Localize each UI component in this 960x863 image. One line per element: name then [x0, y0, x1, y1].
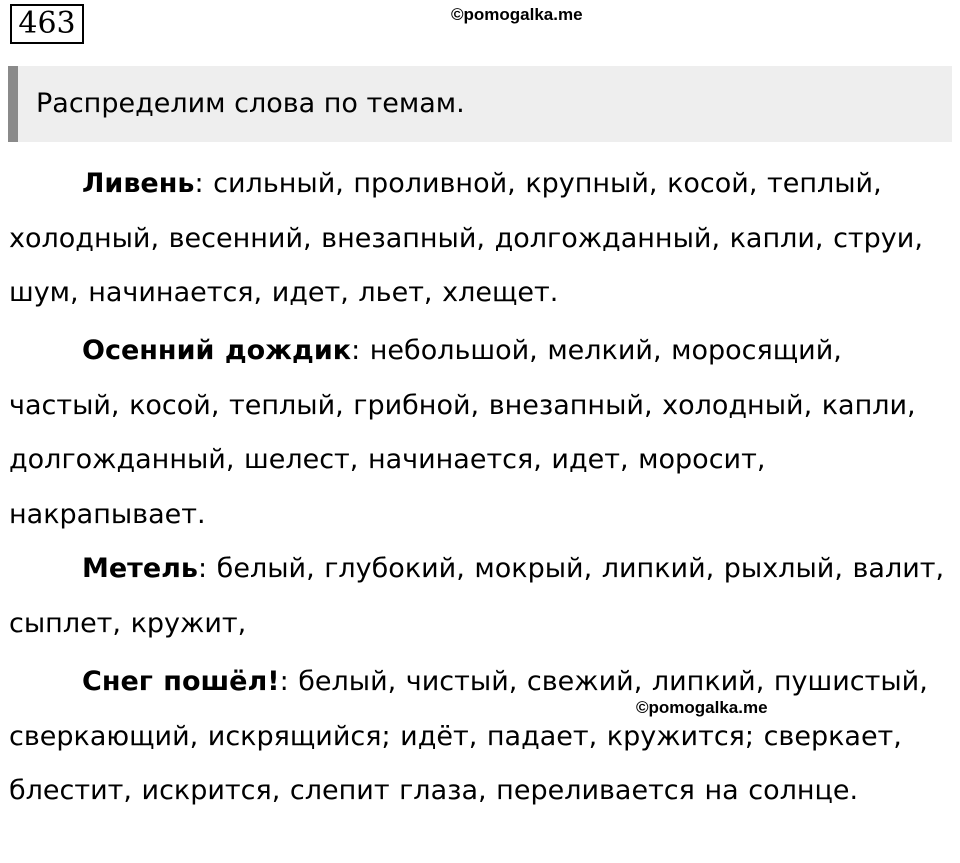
section-text: : белый, глубокий, мокрый, липкий, рыхлый, валит, сыплет, кружит, [9, 553, 945, 639]
heading-text: Распределим слова по темам. [36, 88, 465, 119]
watermark-mid: ©pomogalka.me [636, 698, 768, 717]
section-title: Метель [82, 553, 198, 584]
section-sneg-poshel [9, 655, 959, 819]
section-metel [9, 542, 959, 651]
section-osenniy-dozhdik [9, 324, 959, 542]
section-title: Ливень [82, 168, 195, 199]
section-title: Снег пошёл! [82, 666, 280, 697]
section-text: : сильный, проливной, крупный, косой, теплый, холодный, весенний, внезапный, долгожданный, капли, струи, шум, начинается, идет, льет, хлещет. [9, 168, 923, 308]
task-number: 463 [10, 4, 84, 44]
section-title: Осенний дождик [82, 335, 352, 366]
section-liven [9, 157, 959, 321]
heading-bar [8, 66, 952, 142]
section-text: : небольшой, мелкий, моросящий, частый, косой, теплый, грибной, внезапный, холодный, капли, долгожданный, шелест, начинается, идет, моросит, накрапывает. [9, 335, 916, 530]
watermark-top: ©pomogalka.me [451, 5, 583, 24]
section-text: : белый, чистый, свежий, липкий, пушистый, сверкающий, искрящийся; идёт, падает, кружится; сверкает, блестит, искрится, слепит глаза, переливается на солнце. [9, 666, 928, 806]
